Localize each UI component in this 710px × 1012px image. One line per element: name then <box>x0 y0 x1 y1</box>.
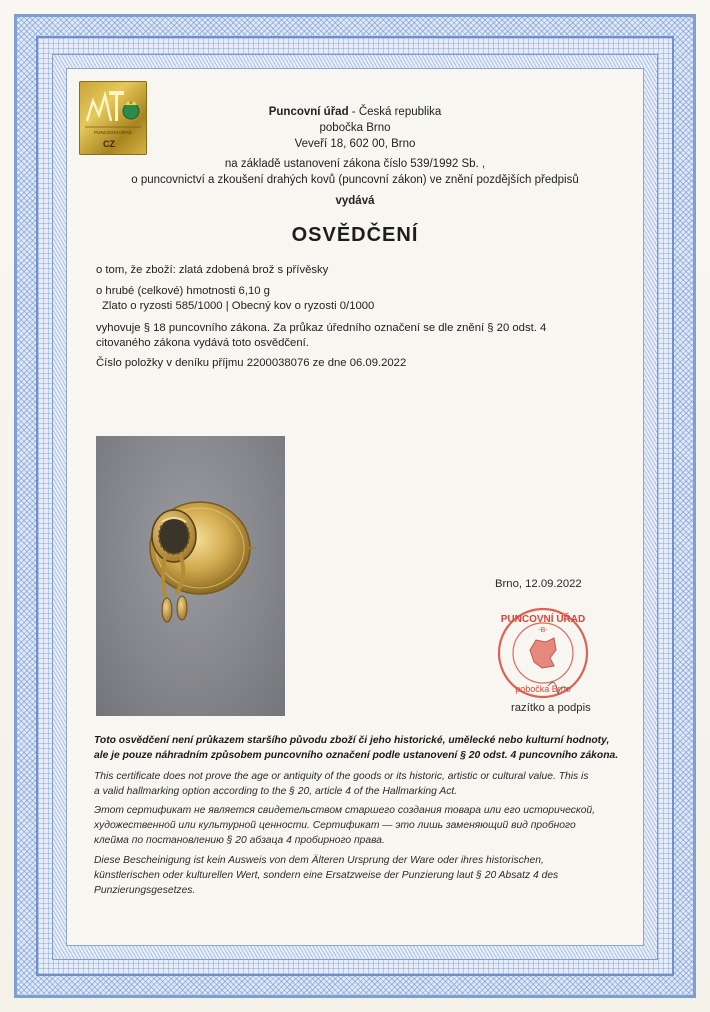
office-name-rest: - Česká republika <box>348 106 442 118</box>
office-stamp-icon <box>496 606 590 700</box>
svg-text:-B-: -B- <box>538 627 548 634</box>
disclaimer-de-1: Diese Bescheinigung ist kein Ausweis von dem Älteren Ursprung der Ware oder ihres historischen, <box>94 855 544 866</box>
disclaimer-de-3: Punzierungsgesetzes. <box>94 885 196 896</box>
svg-text:PUNCOVNÍ ÚŘAD: PUNCOVNÍ ÚŘAD <box>500 614 586 625</box>
compliance-line-1: vyhovuje § 18 puncovního zákona. Za průkaz úředního označení se dle znění § 20 odst. 4 <box>96 322 547 334</box>
law-line-2: o puncovnictví a zkoušení drahých kovů (puncovní zákon) ve znění pozdějších předpisů <box>131 174 579 186</box>
disclaimer-en-2: a valid hallmarking option according to the § 20, article 4 of the Hallmarking Act. <box>94 786 458 797</box>
disclaimer-de-2: künstlerischen oder kulturellen Wert, sondern eine Ersatzweise der Punzierung laut § 20 Absatz 4 des <box>94 870 559 881</box>
goods-purity: Zlato o ryzosti 585/1000 | Obecný kov o ryzosti 0/1000 <box>102 300 375 312</box>
stamp-and-signature-label: razítko a podpis <box>511 702 591 714</box>
disclaimer-cz-2: ale je pouze náhradním způsobem puncovního označení podle ustanovení § 20 odst. 4 puncovního zákona. <box>94 750 619 761</box>
law-line-1: na základě ustanovení zákona číslo 539/1992 Sb. , <box>224 158 486 170</box>
goods-line: o tom, že zboží: zlatá zdobená brož s přívěsky <box>96 264 329 276</box>
brooch-photo <box>96 436 285 716</box>
office-name-bold: Puncovní úřad <box>268 106 349 118</box>
office-branch: pobočka Brno <box>319 122 391 134</box>
disclaimer-ru-1: Этот сертификат не является свидетельством старшего создания товара или его исторической, <box>94 805 596 816</box>
disclaimer-ru-2: художественной или культурной ценности. Сертификат — это лишь заменяющий вид пробного <box>94 820 576 831</box>
svg-text:PUNCOVNÍ ÚŘAD: PUNCOVNÍ ÚŘAD <box>94 130 132 135</box>
certificate-title: OSVĚDČENÍ <box>291 224 419 246</box>
item-number: Číslo položky v deníku příjmu 2200038076 ze dne 06.09.2022 <box>96 357 407 369</box>
place-date: Brno, 12.09.2022 <box>495 578 582 590</box>
compliance-line-2: citovaného zákona vydává toto osvědčení. <box>96 337 309 349</box>
goods-weight: o hrubé (celkové) hmotnosti 6,10 g <box>96 285 270 297</box>
issues-label: vydává <box>335 195 375 207</box>
office-address: Veveří 18, 602 00, Brno <box>294 138 416 150</box>
logo-country-mark: CZ <box>103 139 115 149</box>
disclaimer-ru-3: клейма по постановлению § 20 абзаца 4 пробирного права. <box>94 835 385 846</box>
svg-text:pobočka Brno: pobočka Brno <box>515 684 571 694</box>
disclaimer-en-1: This certificate does not prove the age or antiquity of the goods or its historic, artistic or cultural value. This is <box>94 771 589 782</box>
disclaimer-cz-1: Toto osvědčení není průkazem staršího původu zboží či jeho historické, umělecké nebo kulturní hodnoty, <box>94 735 610 746</box>
office-name <box>0 106 710 118</box>
